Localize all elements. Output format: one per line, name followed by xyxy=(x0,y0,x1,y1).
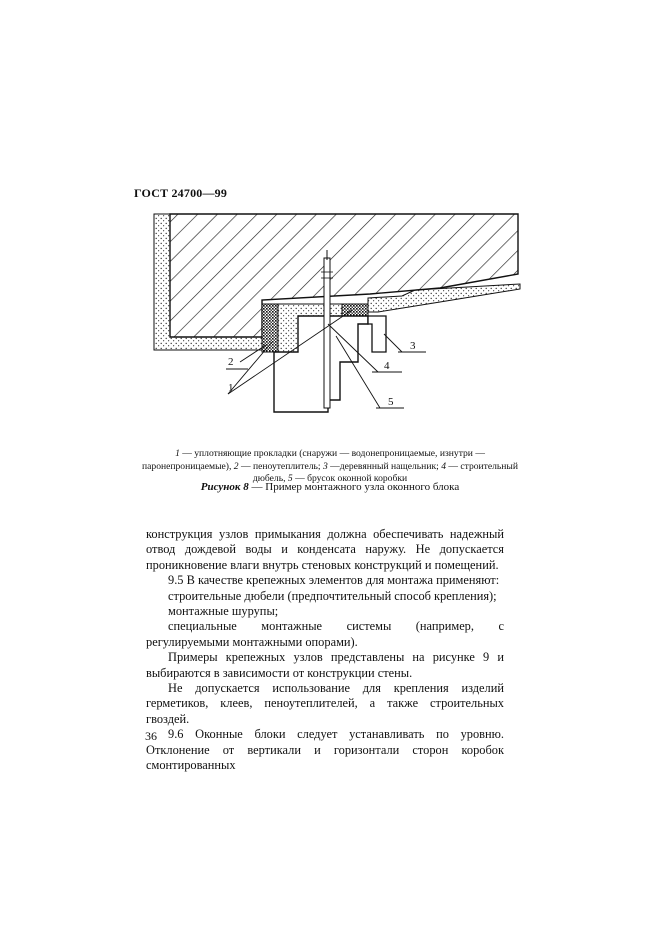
list-item: строительные дюбели (предпочтительный способ крепления); xyxy=(168,588,497,603)
legend-text-4: — строительный дюбель, xyxy=(252,460,518,484)
legend-num-4: 4 xyxy=(441,460,446,472)
figure-caption xyxy=(142,481,518,493)
construction-dowel xyxy=(324,258,330,408)
figure-legend xyxy=(142,448,518,486)
paragraph: Не допускается использование для крепления изделий герметиков, клеев, пеноутеплителей, а также строительных гвоздей. xyxy=(146,681,504,726)
legend-text-1: — уплотняющие прокладки (снаружи — водонепроницаемые, изнутри — паронепроницаемые), xyxy=(142,448,485,472)
callout-3: 3 xyxy=(410,340,416,352)
wooden-trim xyxy=(368,316,386,352)
document-header: ГОСТ 24700—99 xyxy=(134,186,228,200)
body-text xyxy=(146,527,504,774)
paragraph: 9.6 Оконные блоки следует устанавливать по уровню. Отклонение от вертикали и горизонтали сторон коробок смонтированных xyxy=(146,727,504,773)
caption-text: — Пример монтажного узла оконного блока xyxy=(248,481,460,493)
legend-text-5: — брусок оконной коробки xyxy=(292,473,408,484)
list-item: монтажные шурупы; xyxy=(168,604,279,619)
legend-num-2: 2 xyxy=(233,460,239,472)
legend-text-3: —деревянный нащельник; xyxy=(327,460,442,472)
callout-4: 4 xyxy=(384,360,390,372)
window-assembly-drawing xyxy=(140,212,530,432)
callout-1: 1 xyxy=(228,382,234,394)
callout-2: 2 xyxy=(228,356,234,368)
paragraph: Примеры крепежных узлов представлены на рисунке 9 и выбираются в зависимости от конструкции стены. xyxy=(146,650,504,680)
legend-num-3: 3 xyxy=(322,460,328,472)
caption-prefix: Рисунок 8 xyxy=(200,481,249,493)
legend-num-5: 5 xyxy=(287,473,293,484)
paragraph: конструкция узлов примыкания должна обеспечивать надежный отвод дождевой воды и конденсата наружу. Не допускается проникновение влаги внутрь стеновых конструкций и помещений. xyxy=(146,527,504,572)
legend-text-2: — пеноутеплитель; xyxy=(238,460,323,472)
callout-5: 5 xyxy=(388,396,394,408)
legend-num-1: 1 xyxy=(175,448,180,459)
list-item: специальные монтажные системы (например, с регулируемыми монтажными опорами). xyxy=(146,619,504,649)
page-number: 36 xyxy=(145,729,157,743)
paragraph: 9.5 В качестве крепежных элементов для монтажа применяют: xyxy=(168,573,500,588)
